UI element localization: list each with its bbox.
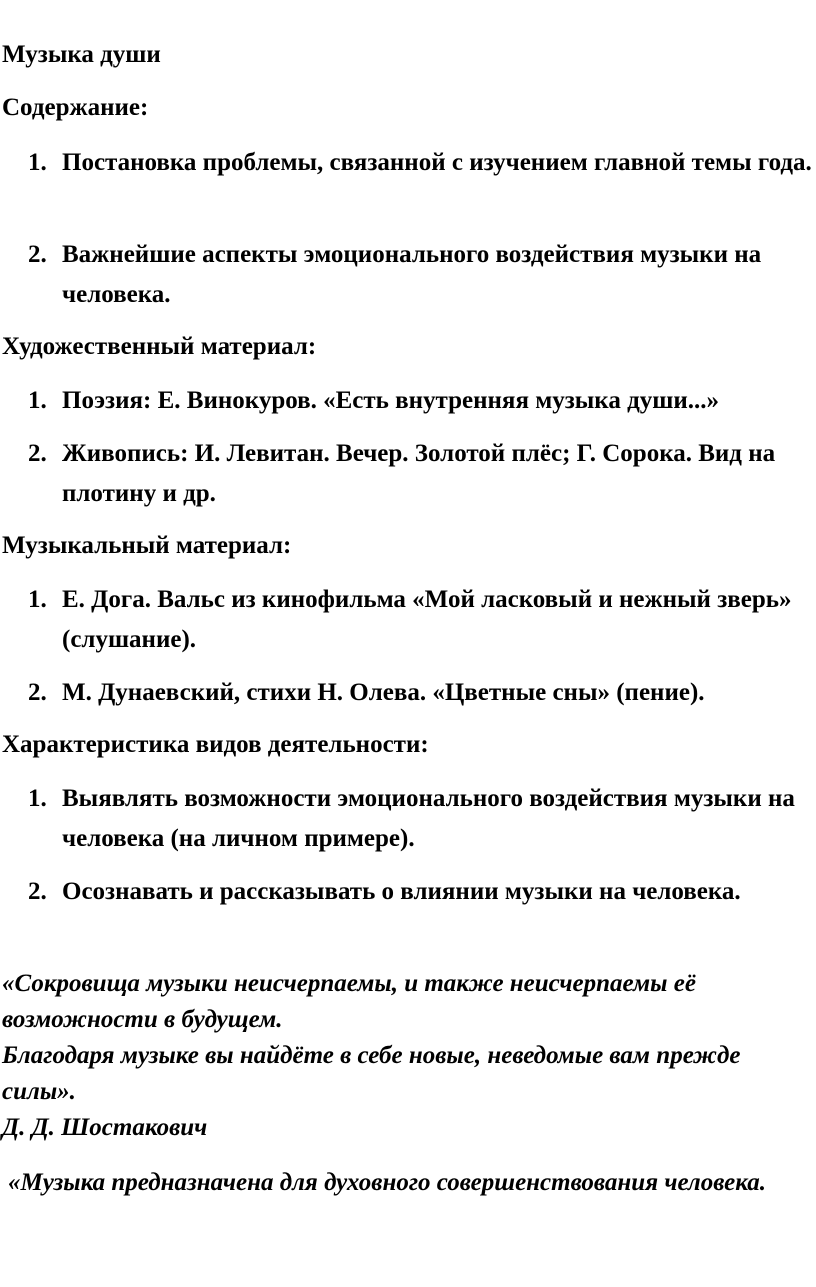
- list-item: [28, 381, 813, 421]
- list-item: [28, 434, 813, 514]
- quote-line: «Сокровища музыки неисчерпаемы, и также неисчерпаемы её возможности в будущем.: [2, 970, 696, 1033]
- activities-heading: Характеристика видов деятельности:: [2, 731, 429, 758]
- document-title: Музыка души: [2, 41, 161, 68]
- list-item-text: Поэзия: Е. Винокуров. «Есть внутренняя музыка души...»: [62, 387, 719, 414]
- art-material-heading: Художественный материал:: [2, 333, 317, 360]
- list-item-number: 1.: [28, 586, 47, 613]
- list-item-text: Е. Дога. Вальс из кинофильма «Мой ласковый и нежный зверь» (слушание).: [62, 586, 792, 653]
- list-item-text: Постановка проблемы, связанной с изучением главной темы года.: [62, 149, 812, 176]
- quote-author: Д. Д. Шостакович: [2, 1114, 208, 1141]
- list-item: [28, 143, 813, 183]
- list-item: [28, 235, 813, 315]
- list-item-text: М. Дунаевский, стихи Н. Олева. «Цветные сны» (пение).: [62, 679, 705, 706]
- quote-line: Благодаря музыке вы найдёте в себе новые, неведомые вам прежде силы».: [2, 1042, 741, 1105]
- list-item-number: 2.: [28, 440, 47, 467]
- quote-line: «Музыка предназначена для духовного совершенствования человека.: [8, 1169, 767, 1196]
- list-item-text: Осознавать и рассказывать о влиянии музыки на человека.: [62, 878, 741, 905]
- list-item: [28, 580, 813, 660]
- list-item-number: 1.: [28, 149, 47, 176]
- contents-heading: Содержание:: [2, 94, 149, 121]
- list-item-text: Важнейшие аспекты эмоционального воздействия музыки на человека.: [62, 241, 762, 308]
- quote-shostakovich: [2, 966, 812, 1146]
- list-item: [28, 673, 813, 713]
- list-item-text: Выявлять возможности эмоционального воздействия музыки на человека (на личном примере).: [62, 785, 795, 852]
- list-item-number: 2.: [28, 878, 47, 905]
- list-item: [28, 872, 813, 912]
- music-material-heading: Музыкальный материал:: [2, 532, 292, 559]
- list-item-number: 1.: [28, 387, 47, 414]
- quote-music-purpose: [8, 1165, 808, 1201]
- list-item-number: 1.: [28, 785, 47, 812]
- list-item-number: 2.: [28, 241, 47, 268]
- list-item-number: 2.: [28, 679, 47, 706]
- list-item: [28, 779, 813, 859]
- list-item-text: Живопись: И. Левитан. Вечер. Золотой плёс; Г. Сорока. Вид на плотину и др.: [62, 440, 776, 507]
